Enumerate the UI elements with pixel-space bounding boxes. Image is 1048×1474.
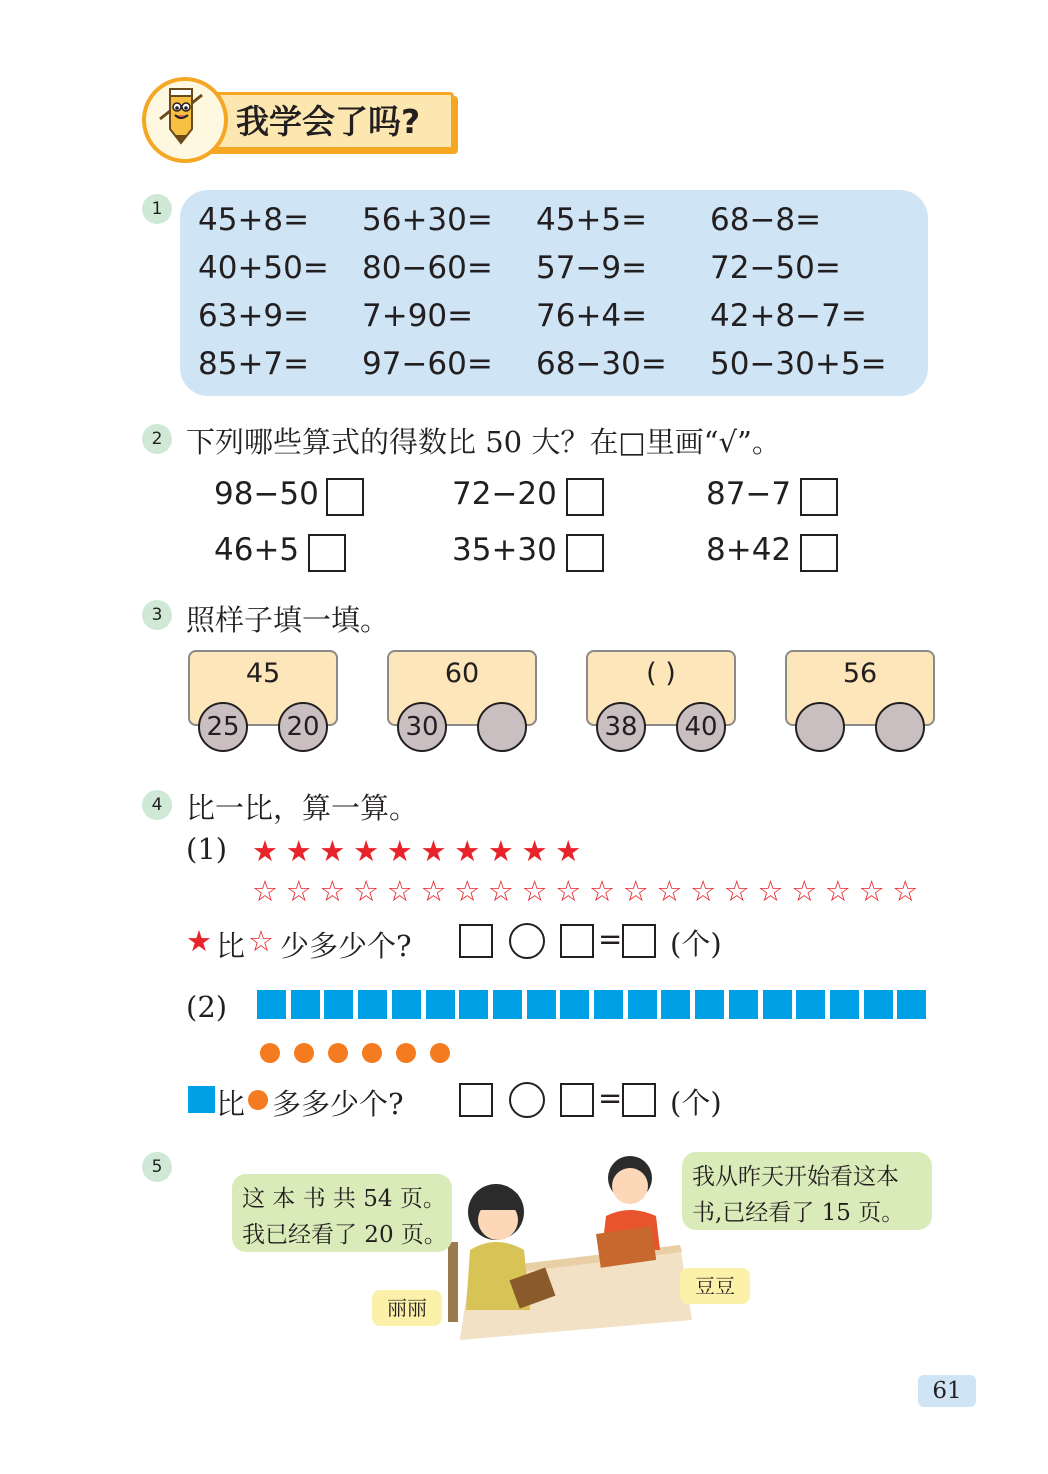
expression: 87−7	[706, 476, 792, 512]
filled-star-icon: ★	[252, 834, 278, 868]
empty-star-icon: ☆	[454, 874, 481, 908]
blue-square-icon	[628, 990, 657, 1019]
cart-wheel-right[interactable]	[875, 702, 925, 752]
name-tag-lili: 丽丽	[372, 1290, 442, 1326]
part-1-question-pre: 比	[216, 929, 246, 963]
blue-square-icon	[897, 990, 926, 1019]
part-2-question-pre: 比	[216, 1087, 246, 1121]
equation: 56+30=	[362, 202, 493, 238]
bubble-line: 我从昨天开始看这本	[692, 1164, 899, 1190]
cart-wheel-left: 38	[596, 702, 646, 752]
empty-star-icon: ☆	[791, 874, 818, 908]
equals-sign: =	[598, 922, 623, 956]
question-number-3: 3	[142, 600, 172, 630]
filled-star-icon: ★	[319, 834, 346, 868]
equation: 7+90=	[362, 298, 474, 334]
check-box[interactable]	[326, 478, 364, 516]
empty-star-icon: ☆	[622, 874, 649, 908]
page-number: 61	[918, 1375, 976, 1407]
answer-box[interactable]	[459, 924, 493, 958]
cart-total: 60	[444, 658, 480, 689]
filled-star-icon: ★	[521, 834, 548, 868]
equation: 97−60=	[362, 346, 493, 382]
blue-square-icon	[729, 990, 758, 1019]
cart-wheel-right: 40	[676, 702, 726, 752]
filled-star-icon: ★	[555, 834, 582, 868]
check-box[interactable]	[566, 534, 604, 572]
equation: 85+7=	[198, 346, 310, 382]
equation: 72−50=	[710, 250, 841, 286]
empty-star-icon: ☆	[252, 874, 278, 908]
equation: 80−60=	[362, 250, 493, 286]
expression: 8+42	[706, 532, 792, 568]
blue-square-icon	[763, 990, 792, 1019]
operator-circle[interactable]	[509, 1082, 545, 1118]
answer-box[interactable]	[560, 1083, 594, 1117]
blue-square-icon	[392, 990, 421, 1019]
result-box[interactable]	[622, 1083, 656, 1117]
equation: 40+50=	[198, 250, 329, 286]
unit-label: (个)	[670, 927, 722, 961]
empty-star-icon: ☆	[892, 874, 919, 908]
part-1-label: (1)	[186, 832, 228, 866]
cart-wheel-right: 20	[278, 702, 328, 752]
empty-star-icon: ☆	[319, 874, 346, 908]
result-box[interactable]	[622, 924, 656, 958]
equation: 50−30+5=	[710, 346, 887, 382]
empty-star-icon: ☆	[420, 874, 447, 908]
cart-total: 56	[842, 658, 878, 689]
blue-square-icon	[291, 990, 320, 1019]
children-reading-illustration	[430, 1150, 700, 1340]
cart-total: 45	[245, 658, 281, 689]
equation: 76+4=	[536, 298, 648, 334]
orange-dot-icon	[260, 1043, 280, 1063]
empty-star-icon: ☆	[690, 874, 717, 908]
blue-square-icon	[324, 990, 353, 1019]
operator-circle[interactable]	[509, 923, 545, 959]
equation: 45+8=	[198, 202, 310, 238]
orange-dot-icon	[396, 1043, 416, 1063]
check-box[interactable]	[566, 478, 604, 516]
blue-square-icon	[358, 990, 387, 1019]
question-number-5: 5	[142, 1152, 172, 1182]
filled-star-icon: ★	[186, 924, 212, 958]
empty-star-icon: ☆	[555, 874, 582, 908]
page-title: 我学会了吗?	[236, 102, 421, 141]
speech-bubble-lili	[232, 1174, 452, 1252]
equation: 57−9=	[536, 250, 648, 286]
expression: 46+5	[214, 532, 300, 568]
answer-box[interactable]	[560, 924, 594, 958]
expression: 72−20	[452, 476, 557, 512]
check-box[interactable]	[800, 534, 838, 572]
filled-star-icon: ★	[487, 834, 514, 868]
equals-sign: =	[598, 1081, 623, 1115]
empty-star-icon: ☆	[353, 874, 380, 908]
filled-star-icon: ★	[454, 834, 481, 868]
empty-star-icon: ☆	[487, 874, 514, 908]
cart-wheel-left: 30	[397, 702, 447, 752]
blue-square-icon	[257, 990, 286, 1019]
cart-total[interactable]: ( )	[646, 658, 676, 689]
cart-wheel-left[interactable]	[795, 702, 845, 752]
empty-star-icon: ☆	[248, 924, 274, 958]
empty-star-icon: ☆	[589, 874, 615, 908]
equation: 68−8=	[710, 202, 822, 238]
blue-square-icon	[796, 990, 825, 1019]
blue-square-icon	[527, 990, 556, 1019]
blue-square-icon	[594, 990, 623, 1019]
cart-wheel-left: 25	[198, 702, 248, 752]
name-tag-doudou: 豆豆	[680, 1268, 750, 1304]
orange-dot-icon	[294, 1043, 314, 1063]
blue-square-icon	[188, 1086, 215, 1113]
answer-box[interactable]	[459, 1083, 493, 1117]
equation: 68−30=	[536, 346, 667, 382]
blue-square-icon	[695, 990, 724, 1019]
blue-square-icon	[459, 990, 488, 1019]
empty-star-icon: ☆	[386, 874, 413, 908]
part-2-label: (2)	[186, 990, 228, 1024]
blue-square-icon	[493, 990, 522, 1019]
question-number-1: 1	[142, 194, 172, 224]
blue-square-icon	[661, 990, 690, 1019]
question-number-2: 2	[142, 424, 172, 454]
filled-star-icon: ★	[285, 834, 312, 868]
expression: 98−50	[214, 476, 319, 512]
question-4-prompt: 比一比，算一算。	[186, 791, 419, 825]
orange-dot-icon	[362, 1043, 382, 1063]
pencil-mascot-icon	[142, 77, 228, 163]
part-1-question-post: 少多少个?	[280, 929, 412, 963]
check-box[interactable]	[308, 534, 346, 572]
empty-star-icon: ☆	[285, 874, 312, 908]
bubble-line: 我已经看了 20 页。	[242, 1222, 447, 1248]
orange-dot-icon	[248, 1090, 268, 1110]
orange-dot-icon	[430, 1043, 450, 1063]
bubble-line: 这 本 书 共 54 页。	[242, 1186, 446, 1212]
blue-square-icon	[560, 990, 589, 1019]
bubble-line: 书,已经看了 15 页。	[692, 1200, 905, 1226]
empty-star-icon: ☆	[521, 874, 548, 908]
empty-star-icon: ☆	[858, 874, 885, 908]
empty-star-icon: ☆	[824, 874, 851, 908]
part-2-question-post: 多多少个?	[272, 1087, 404, 1121]
blue-square-icon	[426, 990, 455, 1019]
equation: 45+5=	[536, 202, 648, 238]
blue-square-icon	[864, 990, 893, 1019]
empty-star-icon: ☆	[757, 874, 784, 908]
unit-label: (个)	[670, 1086, 722, 1120]
question-3-prompt: 照样子填一填。	[186, 603, 390, 637]
filled-star-icon: ★	[420, 834, 447, 868]
question-number-4: 4	[142, 790, 172, 820]
check-box[interactable]	[800, 478, 838, 516]
orange-dot-icon	[328, 1043, 348, 1063]
empty-star-icon: ☆	[723, 874, 750, 908]
empty-star-icon: ☆	[656, 874, 683, 908]
equation: 42+8−7=	[710, 298, 867, 334]
equation: 63+9=	[198, 298, 310, 334]
cart-wheel-right[interactable]	[477, 702, 527, 752]
expression: 35+30	[452, 532, 557, 568]
question-2-prompt: 下列哪些算式的得数比 50 大？在□里画“√”。	[186, 425, 781, 459]
speech-bubble-doudou	[682, 1152, 932, 1230]
filled-star-icon: ★	[386, 834, 413, 868]
filled-star-icon: ★	[353, 834, 380, 868]
blue-square-icon	[830, 990, 859, 1019]
